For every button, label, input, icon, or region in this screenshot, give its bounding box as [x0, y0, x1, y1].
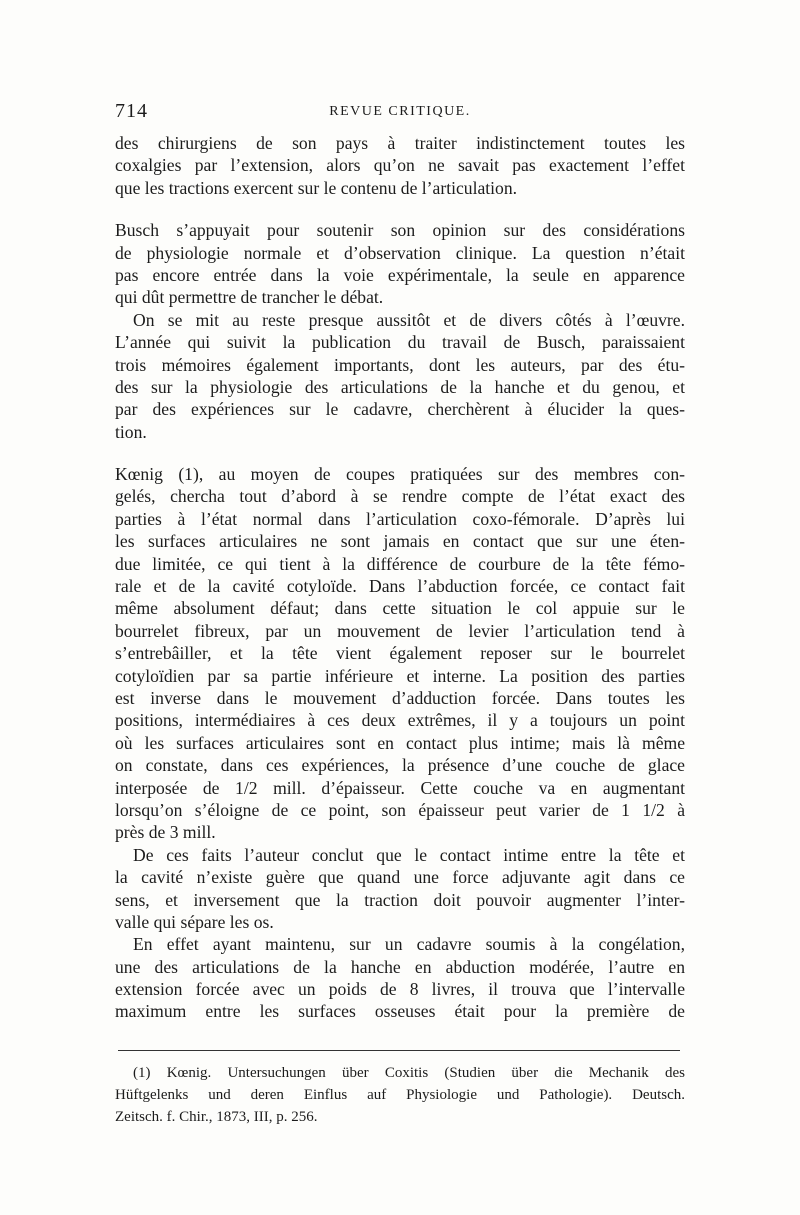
text-line: les surfaces articulaires ne sont jamais en contact que sur une éten-	[115, 531, 685, 552]
text-line: on constate, dans ces expériences, la présence d’une couche de glace	[115, 755, 685, 776]
page-number: 714	[115, 100, 148, 122]
text-line: rale et de la cavité cotyloïde. Dans l’abduction forcée, ce contact fait	[115, 576, 685, 597]
text-line: par des expériences sur le cadavre, cherchèrent à élucider la ques-	[115, 399, 685, 420]
text-line: trois mémoires également importants, dont les auteurs, par des étu-	[115, 354, 685, 375]
text-line: positions, intermédiaires à ces deux extrêmes, il y a toujours un point	[115, 710, 685, 731]
running-head: REVUE CRITIQUE.	[329, 104, 471, 119]
footnote	[115, 1062, 685, 1128]
footnote-divider	[118, 1050, 680, 1051]
text-line: de physiologie normale et d’observation clinique. La question n’était	[115, 242, 685, 263]
text-line: même absolument défaut; dans cette situation le col appuie sur le	[115, 598, 685, 619]
text-line: des sur la physiologie des articulations de la hanche et du genou, et	[115, 376, 685, 397]
text-line: sens, et inversement que la traction doit pouvoir augmenter l’inter-	[115, 889, 685, 910]
text-line: qui dût permettre de trancher le débat.	[115, 287, 384, 308]
text-line: s’entrebâiller, et la tête vient également reposer sur le bourrelet	[115, 643, 685, 664]
text-line: due limitée, ce qui tient à la différence de courbure de la tête fémo-	[115, 553, 685, 574]
text-line: valle qui sépare les os.	[115, 911, 274, 932]
text-line: est inverse dans le mouvement d’adduction forcée. Dans toutes les	[115, 687, 685, 708]
text-line: L’année qui suivit la publication du travail de Busch, paraissaient	[115, 332, 685, 353]
text-line: une des articulations de la hanche en abduction modérée, l’autre en	[115, 956, 685, 977]
text-line: extension forcée avec un poids de 8 livres, il trouva que l’intervalle	[115, 979, 685, 1000]
text-line: maximum entre les surfaces osseuses était pour la première de	[115, 1001, 685, 1022]
page-header	[115, 100, 685, 126]
footnote-line: (1) Kœnig. Untersuchungen über Coxitis (Studien über die Mechanik des	[133, 1065, 685, 1081]
text-line: que les tractions exercent sur le contenu de l’articulation.	[115, 177, 518, 198]
text-line: bourrelet fibreux, par un mouvement de levier l’articulation tend à	[115, 620, 685, 641]
text-line: Busch s’appuyait pour soutenir son opinion sur des considérations	[115, 220, 685, 241]
text-line: De ces faits l’auteur conclut que le contact intime entre la tête et	[133, 844, 685, 865]
text-line: Kœnig (1), au moyen de coupes pratiquées sur des membres con-	[115, 464, 685, 485]
text-line: gelés, chercha tout d’abord à se rendre compte de l’état exact des	[115, 486, 685, 507]
text-line: interposée de 1/2 mill. d’épaisseur. Cette couche va en augmentant	[115, 777, 685, 798]
text-line: pas encore entrée dans la voie expérimentale, la seule en apparence	[115, 264, 685, 285]
text-line: des chirurgiens de son pays à traiter indistinctement toutes les	[115, 133, 685, 153]
body-text	[115, 132, 685, 1023]
footnote-line: Hüftgelenks und deren Einflus auf Physiologie und Pathologie). Deutsch.	[115, 1087, 685, 1103]
footnote-line: Zeitsch. f. Chir., 1873, III, p. 256.	[115, 1109, 318, 1125]
text-line: où les surfaces articulaires sont en contact plus intime; mais là même	[115, 732, 685, 753]
text-line: coxalgies par l’extension, alors qu’on ne savait pas exactement l’effet	[115, 155, 685, 176]
text-line: On se mit au reste presque aussitôt et de divers côtés à l’œuvre.	[133, 309, 685, 330]
text-line: parties à l’état normal dans l’articulation coxo-fémorale. D’après lui	[115, 508, 685, 529]
text-line: cotyloïdien par sa partie inférieure et interne. La position des parties	[115, 665, 685, 686]
text-line: la cavité n’existe guère que quand une force adjuvante agit dans ce	[115, 867, 685, 888]
text-line: tion.	[115, 421, 147, 442]
text-line: En effet ayant maintenu, sur un cadavre soumis à la congélation,	[133, 934, 685, 955]
text-line: près de 3 mill.	[115, 822, 216, 843]
text-line: lorsqu’on s’éloigne de ce point, son épaisseur peut varier de 1 1/2 à	[115, 799, 685, 820]
